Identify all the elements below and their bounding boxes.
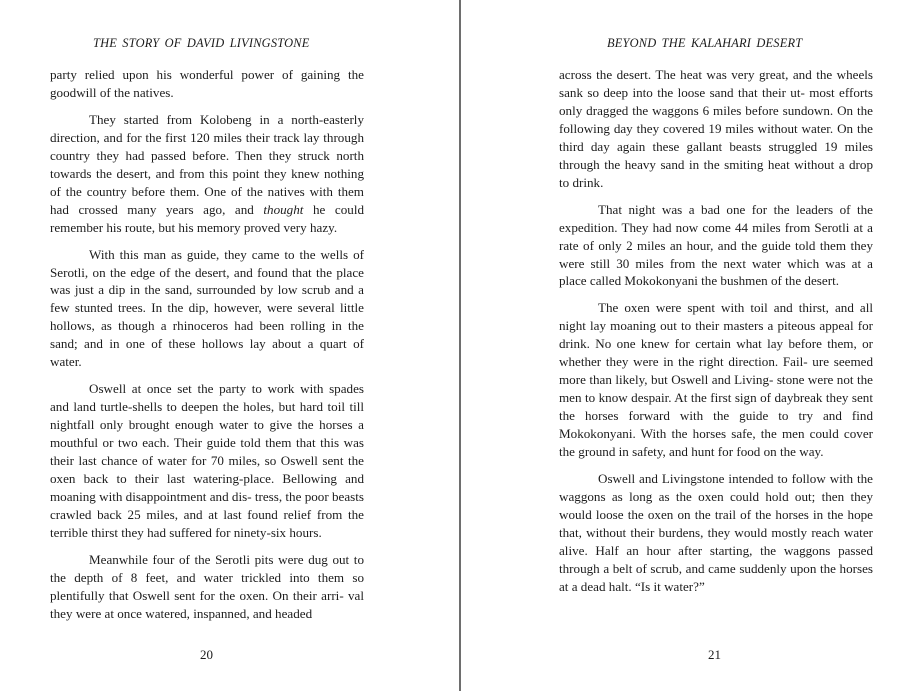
paragraph-text: he could remember his route, but his memory proved very hazy. <box>50 201 365 235</box>
right-page <box>462 0 924 691</box>
paragraph: party relied upon his wonderful power of gaining the goodwill of the natives. <box>50 67 364 100</box>
paragraph <box>50 111 364 237</box>
right-text-block <box>559 66 873 596</box>
paragraph: Meanwhile four of the Serotli pits were dug out to the depth of 8 feet, and water trickled into them so plentifully that Oswell sent for the oxen. On their arri- val they were at once watered, inspanned, and headed <box>50 551 364 621</box>
paragraph: across the desert. The heat was very great, and the wheels sank so deep into the loose sand that their ut- most efforts only dragged the waggons 6 miles before sundown. On the following day they covered 19 miles without water. On the third day again these gallant beasts struggled 19 miles through the heavy sand in the smiting heat without a drop to drink. <box>559 67 873 190</box>
paragraph: The oxen were spent with toil and thirst, and all night lay moaning out to their masters a piteous appeal for drink. No one knew for certain what lay before them, or whether they were in the right direction. Fail- ure seemed more than likely, but Oswell and Living- stone were not the men to know despair. At the first sign of daybreak they sent the horses forward with the guide to try and find Mokokonyani. With the horses safe, the men could cover the ground in safety, and hunt for food on the way. <box>559 300 873 460</box>
paragraph: With this man as guide, they came to the wells of Serotli, on the edge of the desert, and found that the place was just a dip in the sand, surrounded by low scrub and a few stunted trees. In the dip, however, were several little hollows, as though a rhinoceros had been rolling in the sand; and in one of these hollows lay about a quart of water. <box>50 246 364 370</box>
paragraph: That night was a bad one for the leaders of the expedition. They had now come 44 miles from Serotli at a rate of only 2 miles an hour, and the guide told them they were still 30 miles from the next water which was at a place called Mokokonyani the bushmen of the desert. <box>559 201 873 289</box>
emphasis-word: thought <box>263 201 304 217</box>
left-text-block <box>50 66 364 623</box>
paragraph: Oswell at once set the party to work with spades and land turtle-shells to deepen the holes, but hard toil till nightfall only brought enough water to give the horses a mouthful or two each. Their guide told them that this was their last chance of water for 70 miles, so Oswell sent the oxen back to their last watering-place. Bellowing and moaning with disappointment and dis- tress, the poor beasts crawled back 25 miles, and at last found relief from the terrible thirst they had suffered for ninety-six hours. <box>50 381 364 540</box>
right-running-head: BEYOND THE KALAHARI DESERT <box>607 36 803 50</box>
book-spine-divider <box>459 0 461 691</box>
left-running-head: THE STORY OF DAVID LIVINGSTONE <box>93 36 310 50</box>
left-page <box>0 0 460 691</box>
paragraph: Oswell and Livingstone intended to follow with the waggons as long as the oxen could hold out; then they would loose the oxen on the trail of the horses in the hope that, without their burdens, they would mostly reach water alive. Half an hour after starting, the waggons passed through a belt of scrub, and came suddenly upon the horses at a dead halt. “Is it water?” <box>559 471 873 594</box>
right-page-number: 21 <box>708 647 721 662</box>
paragraph-text: They started from Kolobeng in a north-easterly direction, and for the first 120 miles their track lay through country they had passed before. Then they struck north towards the desert, and from this point they knew nothing of the country before them. One of the natives with them had crossed many years ago, and <box>50 111 364 217</box>
left-page-number: 20 <box>200 647 213 662</box>
